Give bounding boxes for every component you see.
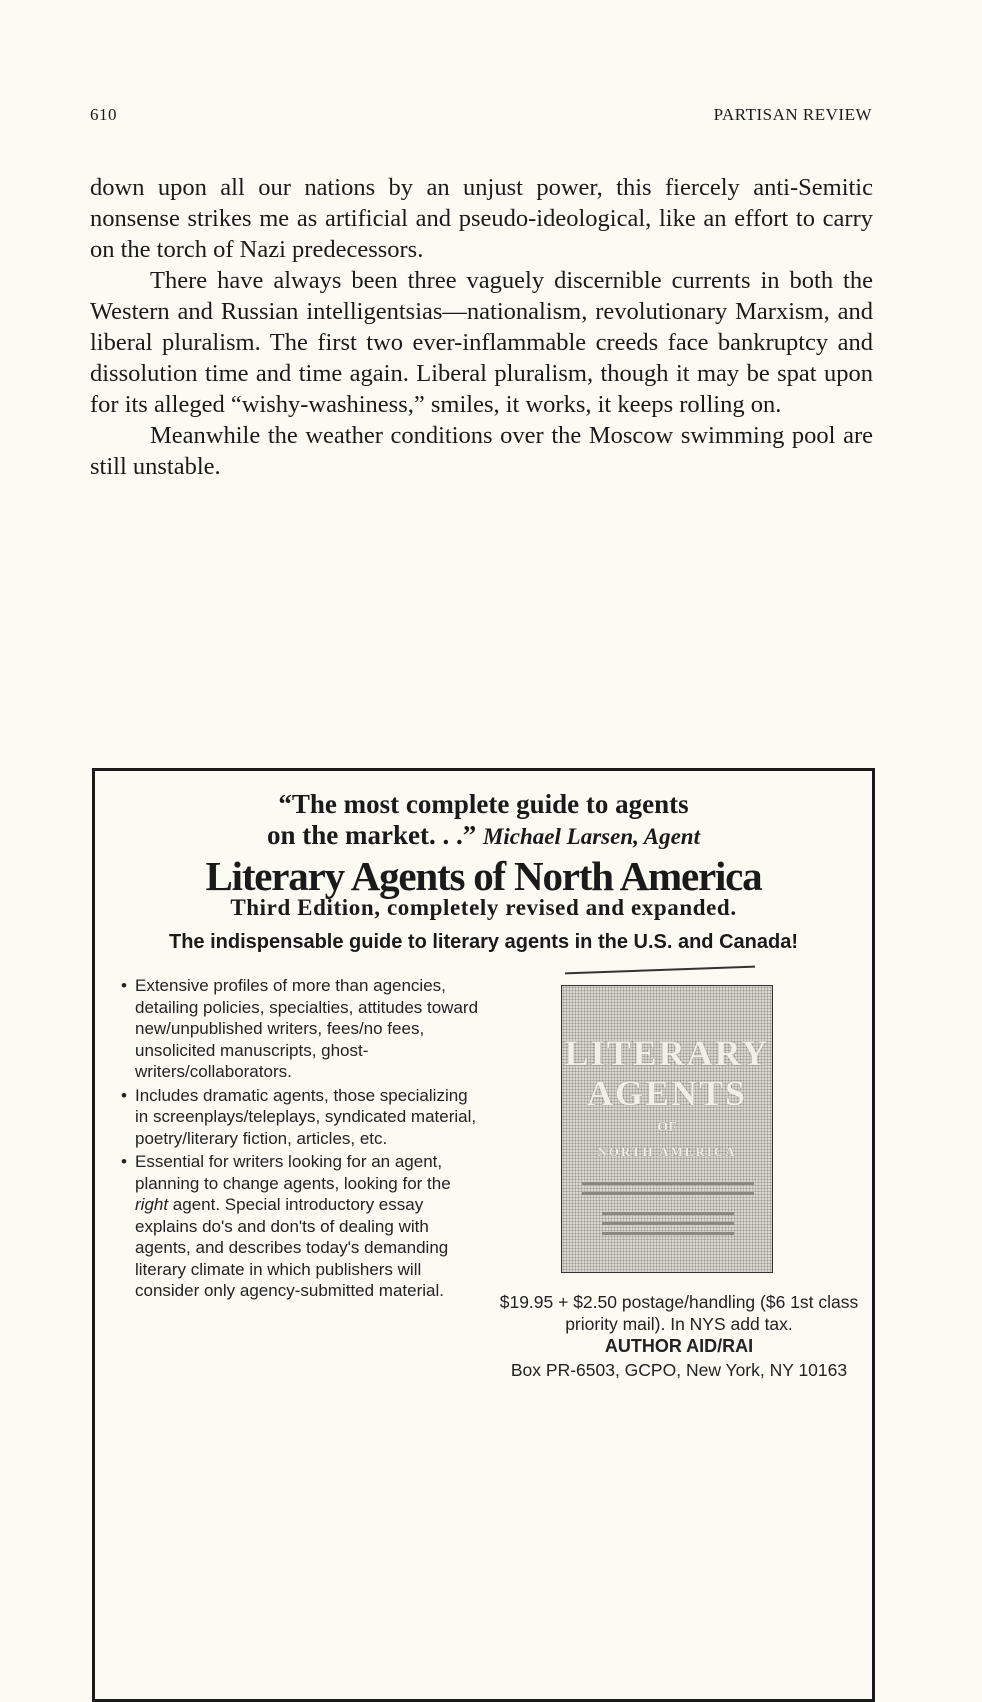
list-item [119, 1151, 479, 1302]
cover-title-line: LITERARY [564, 1033, 770, 1073]
cover-fine-print [582, 1192, 754, 1195]
article-body [90, 172, 873, 482]
list-item-emphasis: right [135, 1195, 169, 1214]
cover-title-line: NORTH AMERICA [597, 1144, 737, 1159]
ad-feature-list [119, 975, 479, 1304]
list-item-text: Essential for writers looking for an agent, planning to change agents, looking for the [135, 1152, 451, 1193]
page-number: 610 [90, 105, 117, 124]
cover-title-line: AGENTS [586, 1073, 748, 1113]
list-item-text: Includes dramatic agents, those specializing in screenplays/teleplays, syndicated material, poetry/literary fiction, articles, etc. [135, 1085, 477, 1148]
price-line: $19.95 + $2.50 postage/handling ($6 1st class priority mail). In NYS add tax. [499, 1292, 859, 1334]
bullet-icon: • [121, 976, 127, 995]
paragraph: Meanwhile the weather conditions over the Moscow swimming pool are still unstable. [90, 422, 873, 480]
list-item [119, 975, 479, 1083]
cover-title-line: OF [657, 1120, 677, 1135]
list-item-text: Extensive profiles of more than agencies, detailing policies, specialties, attitudes toward new/unpublished writers, fees/no fees, unsolicited manuscripts, ghost-writers/collaborators. [135, 976, 479, 1081]
book-cover-image [561, 985, 773, 1273]
ad-title: Literary Agents of North America [205, 853, 762, 899]
mailing-address: Box PR-6503, GCPO, New York, NY 10163 [510, 1360, 848, 1380]
cover-fine-print [582, 1182, 754, 1185]
paragraph: down upon all our nations by an unjust power, this fiercely anti-Semitic nonsense strikes me as artificial and pseudo-ideological, like an effort to carry on the torch of Nazi predecessors. [90, 174, 873, 263]
order-info [487, 1291, 871, 1381]
ad-quote-line [95, 820, 872, 852]
list-item [119, 1085, 479, 1150]
ad-tagline: The indispensable guide to literary agents in the U.S. and Canada! [168, 931, 798, 953]
ad-quote [95, 789, 872, 852]
ad-quote-attribution: Michael Larsen, Agent [482, 824, 700, 849]
book-edge-line [565, 966, 755, 974]
list-item-text: agent. Special introductory essay explains do's and don'ts of dealing with agents, and describes today's demanding literary climate in which publishers will consider only agency-submitted material. [135, 1195, 449, 1300]
bullet-icon: • [121, 1152, 127, 1171]
paragraph: There have always been three vaguely discernible currents in both the Western and Russian intelligentsias—nationalism, revolutionary Marxism, and liberal pluralism. The first two ever-inflammable creeds face bankruptcy and dissolution time and time again. Liberal pluralism, though it may be spat upon for its alleged “wishy-washiness,” smiles, it works, it keeps rolling on. [90, 267, 873, 418]
running-head: PARTISAN REVIEW [713, 105, 872, 124]
advertisement [92, 768, 875, 1702]
ad-edition: Third Edition, completely revised and expanded. [230, 895, 737, 920]
ad-quote-text: on the market. . .” [266, 820, 477, 850]
company-name: AUTHOR AID/RAI [604, 1336, 754, 1356]
cover-fine-print [602, 1212, 734, 1215]
cover-fine-print [602, 1232, 734, 1235]
ad-quote-line: “The most complete guide to agents [278, 789, 689, 819]
bullet-icon: • [121, 1085, 127, 1105]
cover-fine-print [602, 1222, 734, 1225]
